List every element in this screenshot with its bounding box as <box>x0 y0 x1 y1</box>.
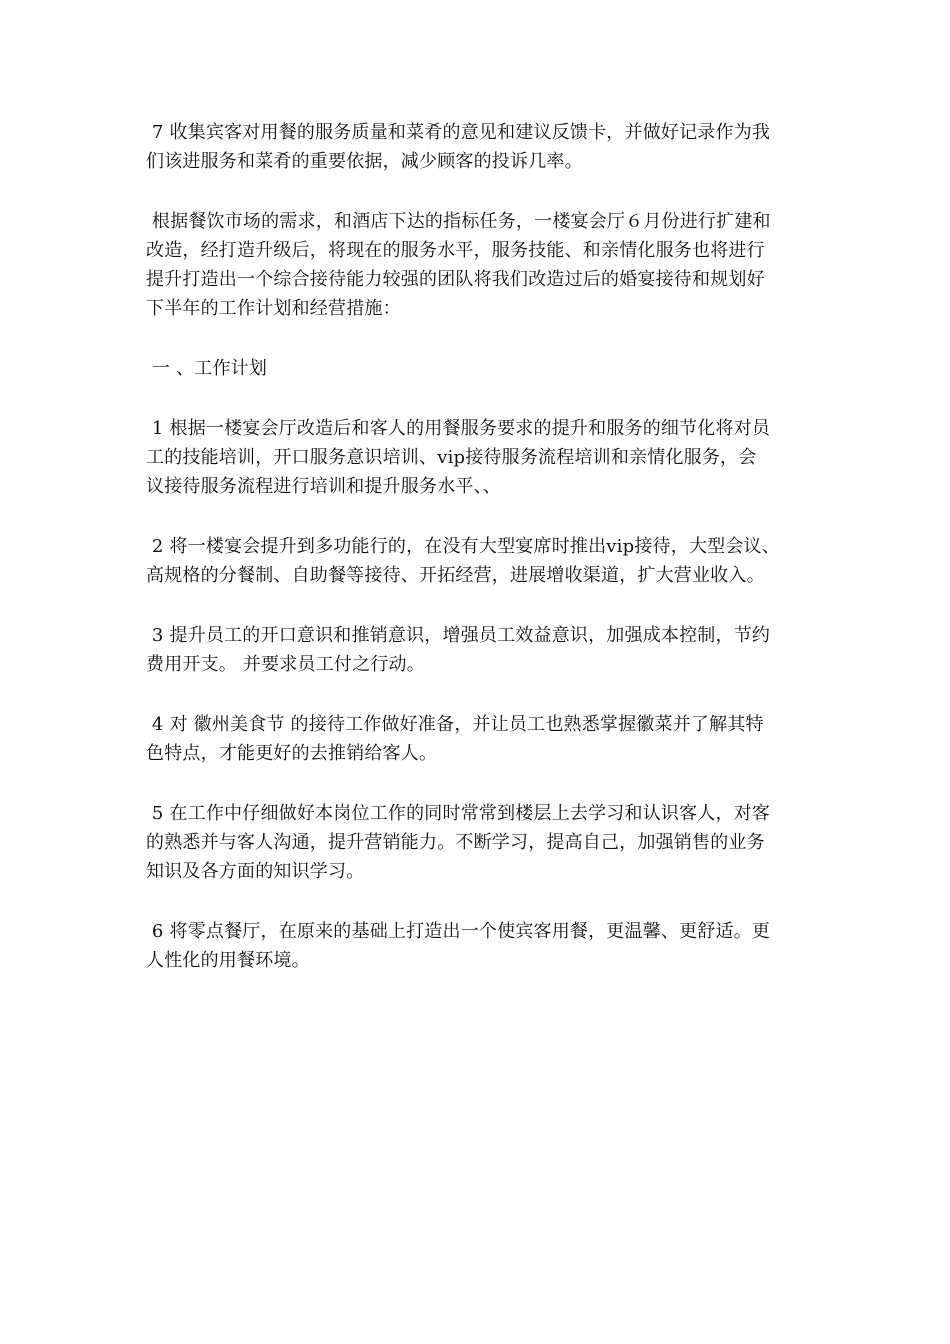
text-line: 3 提升员工的开口意识和推销意识，增强员工效益意识，加强成本控制，节约 <box>146 625 771 646</box>
text-line: 根据餐饮市场的需求，和酒店下达的指标任务，一楼宴会厅６月份进行扩建和 <box>146 211 771 232</box>
text-line: 5 在工作中仔细做好本岗位工作的同时常常到楼层上去学习和认识客人，对客 <box>146 803 771 824</box>
text-line: 改造，经打造升级后，将现在的服务水平，服务技能、和亲情化服务也将进行 <box>146 240 765 261</box>
section-heading-work-plan <box>146 354 826 383</box>
text-line: 4 对 徽州美食节 的接待工作做好准备，并让员工也熟悉掌握徽菜并了解其特 <box>146 714 764 735</box>
text-line: 1 根据一楼宴会厅改造后和客人的用餐服务要求的提升和服务的细节化将对员 <box>146 418 771 439</box>
plan-item-2 <box>146 532 826 590</box>
paragraph-intro <box>146 207 826 323</box>
text-line: 们该进服务和菜肴的重要依据，减少顾客的投诉几率。 <box>146 151 583 172</box>
document-body <box>146 118 826 1006</box>
plan-item-5 <box>146 799 826 886</box>
text-line: 议接待服务流程进行培训和提升服务水平、、 <box>146 476 501 497</box>
plan-item-6 <box>146 917 826 975</box>
text-line: 7 收集宾客对用餐的服务质量和菜肴的意见和建议反馈卡，并做好记录作为我 <box>146 122 771 143</box>
text-line: 2 将一楼宴会提升到多功能行的，在没有大型宴席时推出vip接待，大型会议、 <box>146 536 780 557</box>
text-line: 色特点，才能更好的去推销给客人。 <box>146 743 438 764</box>
text-line: 工的技能培训，开口服务意识培训、vip接待服务流程培训和亲情化服务，会 <box>146 447 757 468</box>
heading-line: 一 、工作计划 <box>146 358 268 379</box>
plan-item-3 <box>146 621 826 679</box>
text-line: 费用开支。 并要求员工付之行动。 <box>146 654 425 675</box>
text-line: 6 将零点餐厅，在原来的基础上打造出一个使宾客用餐，更温馨、更舒适。更 <box>146 921 771 942</box>
text-line: 高规格的分餐制、自助餐等接待、开拓经营，进展增收渠道，扩大营业收入。 <box>146 565 765 586</box>
text-line: 提升打造出一个综合接待能力较强的团队将我们改造过后的婚宴接待和规划好 <box>146 269 765 290</box>
text-line: 人性化的用餐环境。 <box>146 950 310 971</box>
plan-item-4 <box>146 710 826 768</box>
text-line: 下半年的工作计划和经营措施： <box>146 298 401 319</box>
plan-item-1 <box>146 414 826 501</box>
text-line: 的熟悉并与客人沟通，提升营销能力。不断学习，提高自己，加强销售的业务 <box>146 832 765 853</box>
paragraph-feedback-card <box>146 118 826 176</box>
text-line: 知识及各方面的知识学习。 <box>146 861 365 882</box>
